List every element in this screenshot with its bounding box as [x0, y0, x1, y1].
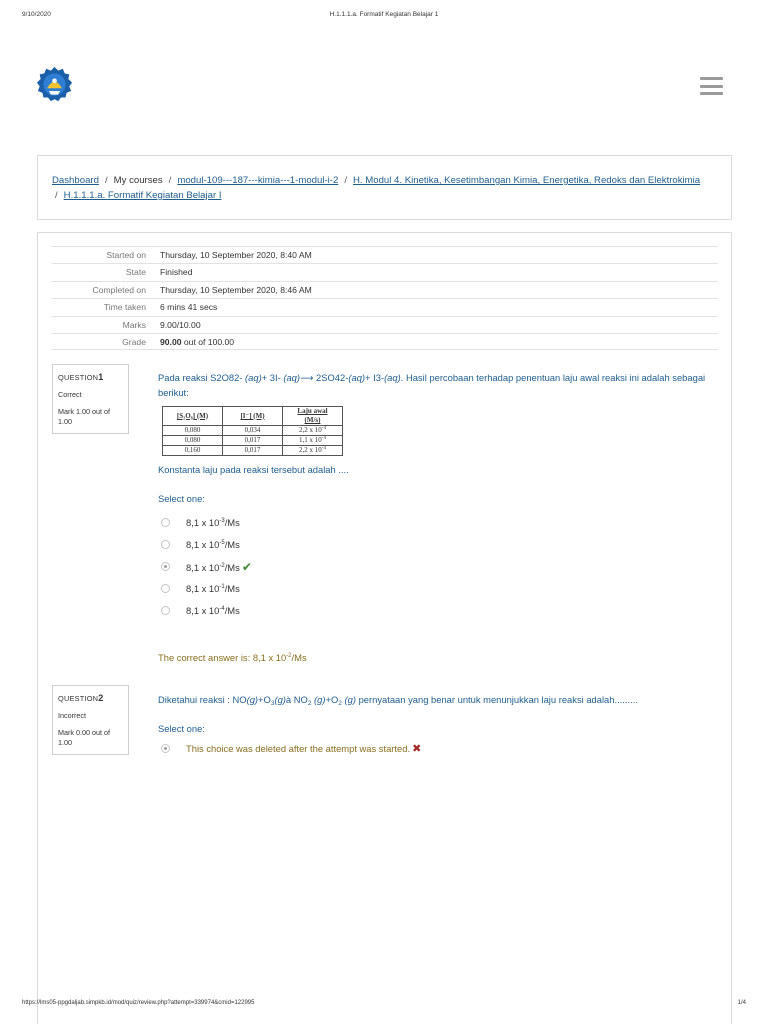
- cross-icon: ✖: [412, 743, 422, 755]
- question-2-content: [158, 692, 713, 760]
- question-2-mark: Mark 0.00 out of 1.00: [58, 728, 110, 747]
- table-header: [I⁻] (M): [223, 407, 283, 426]
- table-header: [S₂O₈] (M): [163, 407, 223, 426]
- summary-row-started: Started on Thursday, 10 September 2020, 8:40 AM: [52, 246, 718, 263]
- answer-option-b[interactable]: 8,1 x $10^{-5}/Ms$: [158, 534, 713, 556]
- question-1-content: [158, 370, 713, 665]
- question-1-info: QUESTION1 Correct Mark 1.00 out of 1.00: [52, 364, 129, 434]
- question-2-info: QUESTION2 Incorrect Mark 0.00 out of 1.00: [52, 685, 129, 755]
- table-header: Laju awal (M/s): [283, 407, 343, 426]
- print-date: 9/10/2020: [22, 11, 51, 18]
- print-footer: [22, 1000, 746, 1010]
- radio-button[interactable]: [161, 584, 170, 593]
- rate-data-table: [162, 406, 343, 456]
- answer-options: [158, 738, 713, 760]
- print-header: [22, 11, 746, 21]
- print-page-number: 1/4: [737, 1000, 746, 1006]
- print-title: H.1.1.1.a. Formatif Kegiatan Belajar 1: [329, 11, 439, 18]
- breadcrumb-section-link[interactable]: H. Modul 4. Kinetika, Kesetimbangan Kimia, Energetika, Redoks dan Elektrokimia: [353, 175, 701, 186]
- radio-button[interactable]: [161, 540, 170, 549]
- summary-row-grade: Grade 90.00 out of 100.00: [52, 333, 718, 350]
- correct-answer-feedback: The correct answer is: 8,1 x $10^{-2}/Ms$: [158, 652, 307, 663]
- radio-button[interactable]: [161, 518, 170, 527]
- radio-button-selected[interactable]: [161, 744, 170, 753]
- print-url: https://lms05-ppgdaljab.simpkb.id/mod/quiz/review.php?attempt=339974&cmid=122995: [22, 1000, 255, 1006]
- answer-option-a[interactable]: 8,1 x $10^{-3}/Ms$: [158, 512, 713, 534]
- question-1-mark: Mark 1.00 out of 1.00: [58, 407, 110, 426]
- summary-row-state: State Finished: [52, 263, 718, 280]
- question-2-text: Diketahui reaksi : $NO(g)+O_3(g)à$ $NO_2$ $(g)+O_2$ (g) pernyataan yang benar untuk menunjukkan laju reaksi adalah.........: [158, 694, 638, 707]
- breadcrumb: Dashboard / My courses / modul-109---187---kimia---1-modul-i-2 / H. Modul 4. Kinetika, Kesetimbangan Kimia, Energetika, Redoks dan Elektrokimia / H.1.1.1.a. Formatif Kegiatan Belajar I: [37, 155, 732, 220]
- answer-options: [158, 512, 713, 622]
- answer-option-d[interactable]: 8,1 x $10^{-1}/Ms$: [158, 578, 713, 600]
- question-1-prompt: Konstanta laju pada reaksi tersebut adalah ....: [158, 464, 349, 475]
- tut-wuri-handayani-logo-icon[interactable]: [36, 66, 73, 103]
- question-1-state: Correct: [58, 390, 82, 399]
- summary-row-time: Time taken 6 mins 41 secs: [52, 298, 718, 315]
- breadcrumb-dashboard-link[interactable]: Dashboard: [52, 175, 99, 186]
- answer-option-e[interactable]: 8,1 x $10^{-4}/Ms$: [158, 600, 713, 622]
- quiz-review-region: [37, 232, 732, 1024]
- answer-option-c[interactable]: 8,1 x $10^{-2}/Ms$ ✔: [158, 556, 713, 578]
- select-one-label: Select one:: [158, 493, 205, 504]
- question-1-text: Pada reaksi S2O82- (aq)+ 3I- (aq)⟶ 2SO42-(aq)+ I3-(aq). Hasil percobaan terhadap penentuan laju awal reaksi ini adalah sebagai berikut:: [158, 372, 706, 398]
- question-2-state: Incorrect: [58, 711, 86, 720]
- summary-row-completed: Completed on Thursday, 10 September 2020, 8:46 AM: [52, 281, 718, 298]
- table-row: 0,080 0,034 2,2 x $10^{-4}$: [163, 426, 343, 436]
- radio-button-selected[interactable]: [161, 562, 170, 571]
- breadcrumb-activity-link[interactable]: H.1.1.1.a. Formatif Kegiatan Belajar I: [63, 190, 222, 201]
- attempt-summary-table: [52, 246, 718, 350]
- answer-option-deleted[interactable]: This choice was deleted after the attempt was started. ✖: [158, 738, 713, 760]
- breadcrumb-course-link[interactable]: modul-109---187---kimia---1-modul-i-2: [177, 175, 339, 186]
- summary-row-marks: Marks 9.00/10.00: [52, 316, 718, 333]
- breadcrumb-my-courses: My courses: [113, 175, 163, 186]
- hamburger-menu-icon[interactable]: [700, 77, 723, 95]
- table-row: 0,160 0,017 2,2 x $10^{-4}$: [163, 446, 343, 456]
- check-icon: ✔: [241, 560, 252, 574]
- radio-button[interactable]: [161, 606, 170, 615]
- table-row: 0,080 0,017 1,1 x $10^{-4}$: [163, 436, 343, 446]
- select-one-label: Select one:: [158, 723, 205, 734]
